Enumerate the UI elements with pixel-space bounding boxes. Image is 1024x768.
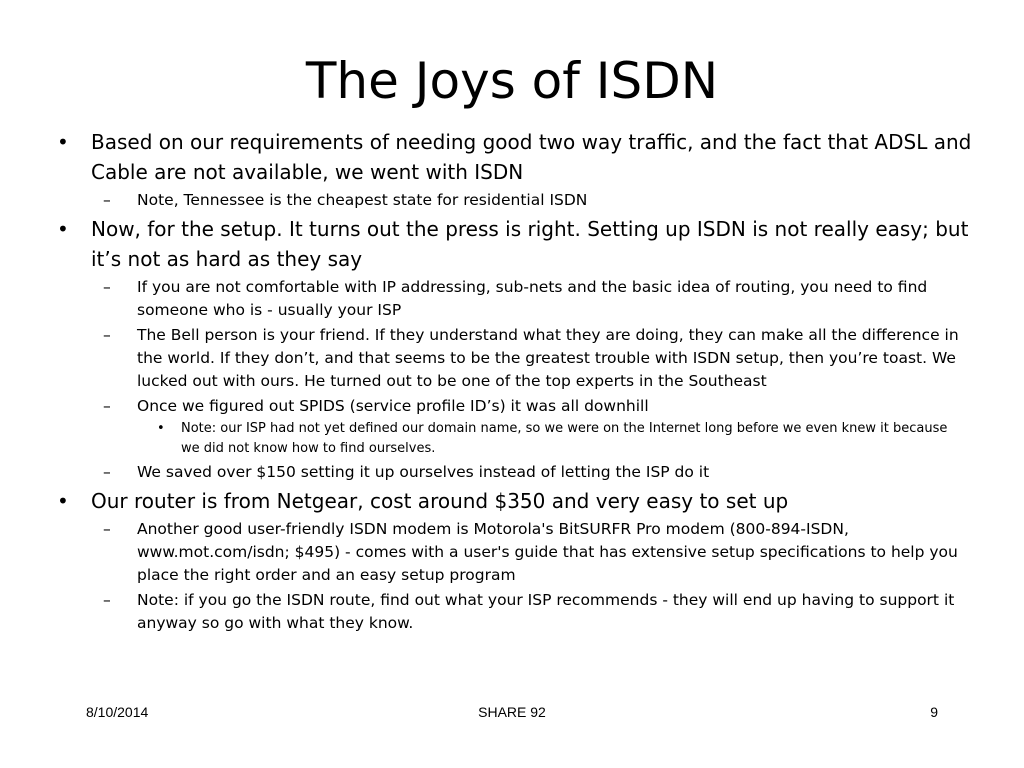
bullet-text: Now, for the setup. It turns out the press is right. Setting up ISDN is not really easy; but it’s not as hard as they say <box>91 217 969 271</box>
sub-bullet-item <box>103 324 973 393</box>
sub-bullet-item <box>103 395 973 418</box>
bullet-item <box>57 486 976 516</box>
sub-sub-bullet-item <box>157 419 957 459</box>
sub-bullet-text: We saved over $150 setting it up ourselves instead of letting the ISP do it <box>137 463 710 481</box>
bullet-marker: • <box>57 217 69 241</box>
bullet-item <box>57 214 976 274</box>
dash-marker: – <box>103 520 111 538</box>
footer-title: SHARE 92 <box>478 704 546 720</box>
bullet-text: Our router is from Netgear, cost around $350 and very easy to set up <box>91 489 789 513</box>
dash-marker: – <box>103 278 111 296</box>
sub-bullet-item <box>103 589 973 635</box>
sub-bullet-text: Note, Tennessee is the cheapest state for residential ISDN <box>137 191 588 209</box>
bullet-marker: • <box>57 489 69 513</box>
dash-marker: – <box>103 326 111 344</box>
sub-bullet-text: Note: if you go the ISDN route, find out what your ISP recommends - they will end up having to support it anyway so go with what they know. <box>137 591 955 632</box>
page-number: 9 <box>930 704 938 720</box>
sub-bullet-item <box>103 189 973 212</box>
slide-title: The Joys of ISDN <box>305 52 719 110</box>
bullet-marker: • <box>157 421 165 436</box>
sub-bullet-text: If you are not comfortable with IP addressing, sub-nets and the basic idea of routing, you need to find someone who is - usually your ISP <box>137 278 928 319</box>
sub-bullet-text: The Bell person is your friend. If they understand what they are doing, they can make all the difference in the world. If they don’t, and that seems to be the greatest trouble with ISDN setup, then you’re toast. We lucked out with ours. He turned out to be one of the top experts in the Southeast <box>137 326 959 390</box>
sub-bullet-text: Once we figured out SPIDS (service profile ID’s) it was all downhill <box>137 397 649 415</box>
dash-marker: – <box>103 463 111 481</box>
dash-marker: – <box>103 591 111 609</box>
dash-marker: – <box>103 397 111 415</box>
sub-bullet-item <box>103 461 973 484</box>
footer-date: 8/10/2014 <box>86 704 149 720</box>
sub-sub-bullet-text: Note: our ISP had not yet defined our domain name, so we were on the Internet long before we even knew it because we did not know how to find ourselves. <box>181 421 948 456</box>
bullet-item <box>57 127 976 187</box>
sub-bullet-item <box>103 276 973 322</box>
bullet-text: Based on our requirements of needing good two way traffic, and the fact that ADSL and Cable are not available, we went with ISDN <box>91 130 972 184</box>
bullet-marker: • <box>57 130 69 154</box>
slide-content <box>0 125 1024 635</box>
sub-bullet-text: Another good user-friendly ISDN modem is Motorola's BitSURFR Pro modem (800-894-ISDN, www.mot.com/isdn; $495) - comes with a user's guide that has extensive setup specifications to help you place the right order and an easy setup program <box>137 520 958 584</box>
sub-bullet-item <box>103 518 973 587</box>
dash-marker: – <box>103 191 111 209</box>
